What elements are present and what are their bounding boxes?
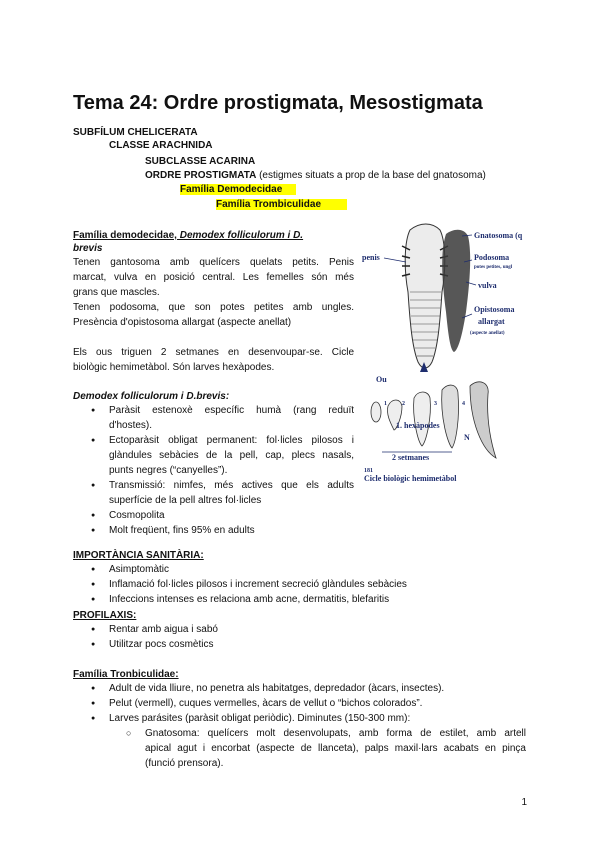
figure-number: 181: [364, 468, 373, 474]
list-item: ● Pelut (vermell), cuques vermelles, àcars de vellut o “bichos colorados”.: [90, 696, 530, 711]
label-podosoma-note: potes petites, ungl: [474, 265, 513, 270]
arrow-penis: [384, 258, 406, 262]
cycle-num-1: 1: [384, 401, 387, 407]
cycle-num-2: 2: [402, 401, 405, 407]
demodecidae-heading-cont: brevis: [73, 243, 103, 254]
label-opistosoma: Opistosoma: [474, 305, 515, 314]
cycle-line: Els ous triguen 2 setmanes en desenvoupar-se. Cicle: [73, 347, 354, 358]
adult-stage-drawing: [470, 382, 496, 458]
cycle-line: biològic hemimetàbol. Són larves hexàpodes.: [73, 362, 275, 373]
nymph2-drawing: [442, 385, 459, 448]
trombiculidae-sublist: [126, 726, 526, 771]
desc-line: Presència d'opistosoma allargat (aspecte anellat): [73, 317, 292, 328]
trombiculidae-list: [90, 681, 530, 726]
label-anellat: (aspecte anellat): [470, 331, 505, 336]
order-note: (estigmes situats a prop de la base del gnatosoma): [256, 170, 486, 181]
list-item: ● Molt freqüent, fins 95% en adults: [90, 523, 354, 538]
desc-line: Tenen gantosoma amb quelícers quelats petits. Penis: [73, 257, 354, 268]
list-item: ● Adult de vida lliure, no penetra als habitatges, depredador (àcars, insectes).: [90, 681, 530, 696]
cycle-num-3: 3: [434, 401, 437, 407]
order-name: ORDRE PROSTIGMATA: [145, 170, 257, 181]
order-heading: [145, 169, 486, 182]
list-item: ● Cosmopolita: [90, 508, 354, 523]
demodecidae-heading-species: Demodex folliculorum i D.: [176, 230, 304, 241]
label-gnatosoma: Gnatosoma (q: [474, 231, 523, 240]
list-item: ● Ectoparàsit obligat permanent: fol·licles pilosos i glàndules sebàcies de la pell, cap, plecs nasals, punts negres (“canyelles”).: [90, 433, 354, 478]
demodecidae-heading-family: Família demodecidae,: [73, 230, 177, 241]
label-hexapodes: 1. hexàpodes: [396, 421, 440, 430]
figure-caption: Cicle biològic hemimetàbol: [364, 474, 457, 483]
subphylum-heading: SUBFÍLUM CHELICERATA: [73, 127, 198, 138]
desc-line: Tenen podosoma, que son potes petites amb ungles.: [73, 302, 354, 313]
desc-line: marcat, vulva en posició central. Les femelles són més: [73, 272, 354, 283]
sanitaria-heading: IMPORTÀNCIA SANITÀRIA:: [73, 550, 204, 561]
label-n: N: [464, 433, 470, 442]
demodecidae-description: [73, 255, 354, 330]
subclass-heading: SUBCLASSE ACARINA: [145, 156, 256, 167]
family-demodecidae-heading: [180, 183, 296, 196]
demodex-figure: [362, 222, 530, 484]
label-vulva: vulva: [478, 281, 497, 290]
demodex-list-title: Demodex folliculorum i D.brevis:: [73, 391, 230, 402]
nymph-drawing: [414, 392, 431, 446]
sanitaria-list: [90, 562, 530, 607]
profilaxis-list: [90, 622, 530, 652]
list-item: ● Infeccions intenses es relaciona amb acne, dermatitis, blefaritis: [90, 592, 530, 607]
family-trombiculidae-heading: [216, 198, 347, 211]
class-heading: CLASSE ARACHNIDA: [109, 140, 213, 151]
label-penis: penis: [362, 253, 380, 262]
egg-drawing: [371, 402, 381, 422]
demodex-second-drawing: [442, 230, 470, 352]
list-item: ○ Gnatosoma: quelícers molt desenvolupats, amb forma de estilet, amb artell apical agut i encorbat (aspecte de llanceta), palps maxil·lars acabats en pinça (funció prensora).: [126, 726, 526, 771]
page-title: Tema 24: Ordre prostigmata, Mesostigmata: [73, 92, 483, 114]
demodex-adult-drawing: [405, 224, 445, 368]
profilaxis-heading: PROFILAXIS:: [73, 610, 137, 621]
label-podosoma: Podosoma: [474, 253, 510, 262]
family-demodecidae-label: Família Demodecidae: [180, 184, 296, 195]
list-item: ● Paràsit estenoxè específic humà (rang reduït d'hostes).: [90, 403, 354, 433]
label-2-setmanes: 2 setmanes: [392, 453, 430, 462]
list-item: ● Rentar amb aigua i sabó: [90, 622, 530, 637]
list-item: ● Asimptomàtic: [90, 562, 530, 577]
cycle-num-4: 4: [462, 401, 465, 407]
list-item: ● Transmissió: nimfes, més actives que els adults superfície de la pell altres fol·licles: [90, 478, 354, 508]
demodex-list: [90, 403, 354, 538]
label-allargat: allargat: [478, 317, 505, 326]
list-item: ● Larves parásites (paràsit obligat periòdic). Diminutes (150-300 mm):: [90, 711, 530, 726]
label-ou: Ou: [376, 375, 387, 384]
desc-line: grans que mascles.: [73, 287, 160, 298]
page-number: 1: [521, 797, 527, 808]
list-item: ● Utilitzar pocs cosmètics: [90, 637, 530, 652]
demodecidae-cycle: [73, 345, 354, 375]
demodecidae-heading: [73, 228, 303, 243]
family-trombiculidae-label: Família Trombiculidae: [216, 199, 347, 210]
list-item: ● Inflamació fol·licles pilosos i increment secreció glàndules sebàcies: [90, 577, 530, 592]
trombiculidae-heading: Família Tronbiculidae:: [73, 669, 179, 680]
